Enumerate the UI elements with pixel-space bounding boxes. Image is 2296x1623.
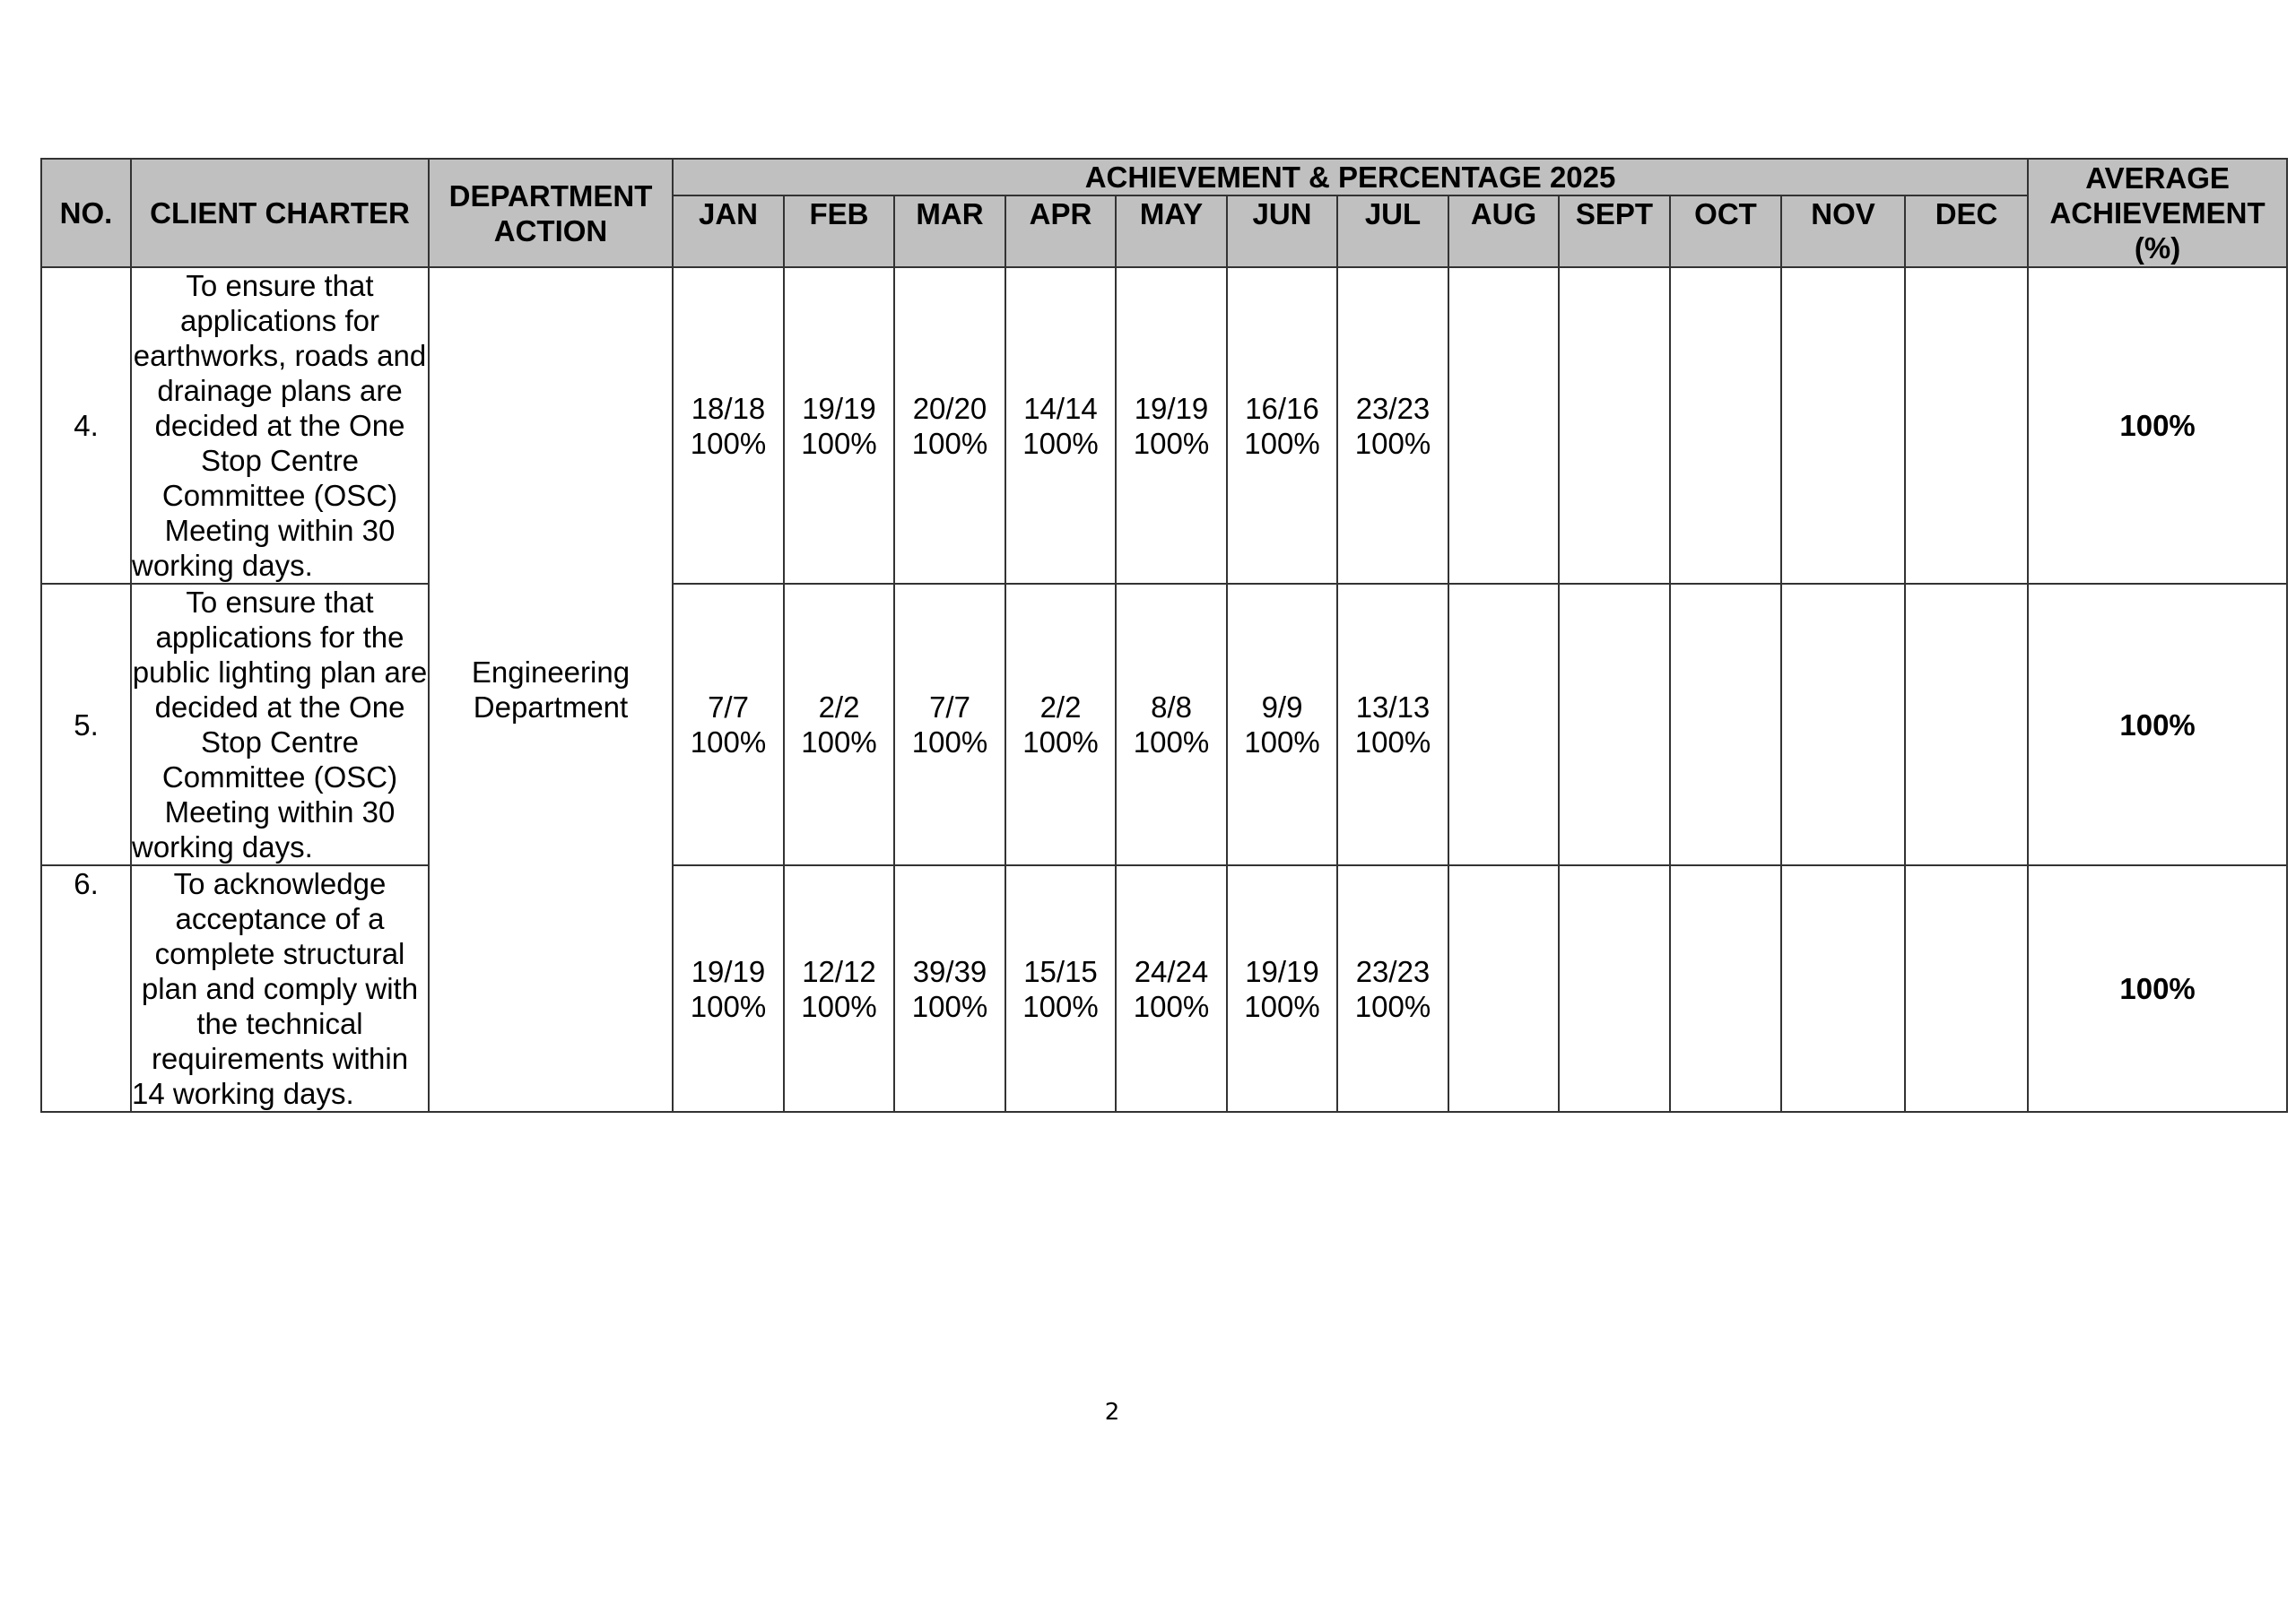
month-value-jan: [673, 865, 784, 1112]
month-value-nov: [1781, 584, 1905, 865]
client-charter-text: To ensure that applications for earthworks, roads and drainage plans are decided at the One Stop Centre Committee (OSC) Meeting within 30 working days.: [131, 267, 429, 584]
month-value-mar: [894, 865, 1005, 1112]
header-achievement-group: ACHIEVEMENT & PERCENTAGE 2025: [673, 159, 2028, 195]
header-month-sept: SEPT: [1559, 195, 1670, 267]
row-number: 5.: [41, 584, 131, 865]
month-percentage: 100%: [1022, 989, 1099, 1023]
month-value-sept: [1559, 865, 1670, 1112]
month-value-mar: [894, 584, 1005, 865]
month-value-jul: [1337, 267, 1448, 584]
header-month-oct: OCT: [1670, 195, 1781, 267]
month-percentage: 100%: [1133, 426, 1210, 460]
month-value-sept: [1559, 267, 1670, 584]
header-average-achievement: AVERAGE ACHIEVEMENT (%): [2028, 159, 2287, 267]
department-action-cell: Engineering Department: [429, 267, 673, 1112]
header-month-jan: JAN: [673, 195, 784, 267]
month-value-oct: [1670, 865, 1781, 1112]
month-value-aug: [1448, 865, 1559, 1112]
header-month-dec: DEC: [1905, 195, 2028, 267]
month-count: 19/19: [691, 954, 766, 988]
month-value-apr: [1005, 865, 1116, 1112]
month-count: 19/19: [1245, 954, 1319, 988]
month-percentage: 100%: [911, 989, 988, 1023]
row-number: 4.: [41, 267, 131, 584]
month-value-dec: [1905, 267, 2028, 584]
month-percentage: 100%: [690, 989, 767, 1023]
month-value-may: [1116, 865, 1227, 1112]
month-percentage: 100%: [1244, 989, 1320, 1023]
month-percentage: 100%: [690, 426, 767, 460]
month-count: 8/8: [1151, 690, 1192, 724]
month-count: 12/12: [802, 954, 876, 988]
page-number: 2: [1104, 1399, 1120, 1426]
average-achievement: 100%: [2028, 267, 2287, 584]
month-value-may: [1116, 267, 1227, 584]
month-value-nov: [1781, 267, 1905, 584]
month-count: 23/23: [1355, 954, 1431, 988]
table-row: [41, 865, 2287, 1112]
month-percentage: 100%: [1354, 989, 1431, 1023]
month-value-dec: [1905, 865, 2028, 1112]
month-count: 2/2: [818, 690, 860, 724]
average-achievement: 100%: [2028, 584, 2287, 865]
month-percentage: 100%: [1022, 725, 1099, 759]
month-value-jun: [1227, 267, 1337, 584]
month-value-aug: [1448, 584, 1559, 865]
month-value-mar: [894, 267, 1005, 584]
month-count: 7/7: [929, 690, 970, 724]
header-month-may: MAY: [1116, 195, 1227, 267]
month-value-apr: [1005, 267, 1116, 584]
month-percentage: 100%: [1133, 989, 1210, 1023]
month-percentage: 100%: [801, 725, 877, 759]
average-achievement: 100%: [2028, 865, 2287, 1112]
month-count: 24/24: [1134, 954, 1209, 988]
client-charter-text: To acknowledge acceptance of a complete structural plan and comply with the technical requirements within 14 working days.: [131, 865, 429, 1112]
month-percentage: 100%: [1354, 426, 1431, 460]
month-count: 19/19: [1134, 391, 1209, 425]
month-count: 9/9: [1261, 690, 1303, 724]
month-value-sept: [1559, 584, 1670, 865]
month-count: 2/2: [1039, 690, 1082, 724]
month-percentage: 100%: [1244, 426, 1320, 460]
month-percentage: 100%: [911, 426, 988, 460]
month-count: 13/13: [1355, 690, 1431, 724]
row-number: 6.: [41, 865, 131, 1112]
month-count: 16/16: [1245, 391, 1319, 425]
month-value-may: [1116, 584, 1227, 865]
month-percentage: 100%: [1354, 725, 1431, 759]
month-percentage: 100%: [1133, 725, 1210, 759]
header-month-jun: JUN: [1227, 195, 1337, 267]
month-count: 20/20: [912, 391, 987, 425]
header-month-apr: APR: [1005, 195, 1116, 267]
client-charter-text: To ensure that applications for the public lighting plan are decided at the One Stop Centre Committee (OSC) Meeting within 30 working days.: [132, 586, 428, 864]
month-value-oct: [1670, 267, 1781, 584]
month-count: 7/7: [708, 690, 749, 724]
header-department-action: DEPARTMENT ACTION: [429, 159, 673, 267]
header-month-mar: MAR: [894, 195, 1005, 267]
header-month-feb: FEB: [784, 195, 894, 267]
header-month-nov: NOV: [1781, 195, 1905, 267]
month-value-jun: [1227, 584, 1337, 865]
month-count: 23/23: [1355, 391, 1431, 425]
month-value-dec: [1905, 584, 2028, 865]
month-value-feb: [784, 267, 894, 584]
header-month-jul: JUL: [1337, 195, 1448, 267]
month-percentage: 100%: [911, 725, 988, 759]
month-count: 18/18: [691, 391, 766, 425]
month-percentage: 100%: [690, 725, 767, 759]
header-client-charter: CLIENT CHARTER: [131, 159, 429, 267]
table-row: [41, 584, 2287, 865]
month-percentage: 100%: [1244, 725, 1320, 759]
month-value-aug: [1448, 267, 1559, 584]
month-count: 15/15: [1023, 954, 1098, 988]
month-value-feb: [784, 865, 894, 1112]
header-no: NO.: [41, 159, 131, 267]
month-value-oct: [1670, 584, 1781, 865]
month-value-apr: [1005, 584, 1116, 865]
month-count: 19/19: [802, 391, 876, 425]
month-value-jul: [1337, 584, 1448, 865]
month-value-jan: [673, 267, 784, 584]
header-month-aug: AUG: [1448, 195, 1559, 267]
month-value-jun: [1227, 865, 1337, 1112]
month-percentage: 100%: [1022, 426, 1099, 460]
month-count: 39/39: [912, 954, 987, 988]
month-percentage: 100%: [801, 989, 877, 1023]
month-value-feb: [784, 584, 894, 865]
month-count: 14/14: [1023, 391, 1098, 425]
month-percentage: 100%: [801, 426, 877, 460]
month-value-jul: [1337, 865, 1448, 1112]
month-value-nov: [1781, 865, 1905, 1112]
table-row: [41, 267, 2287, 584]
client-charter-table: [40, 158, 2288, 1113]
month-value-jan: [673, 584, 784, 865]
